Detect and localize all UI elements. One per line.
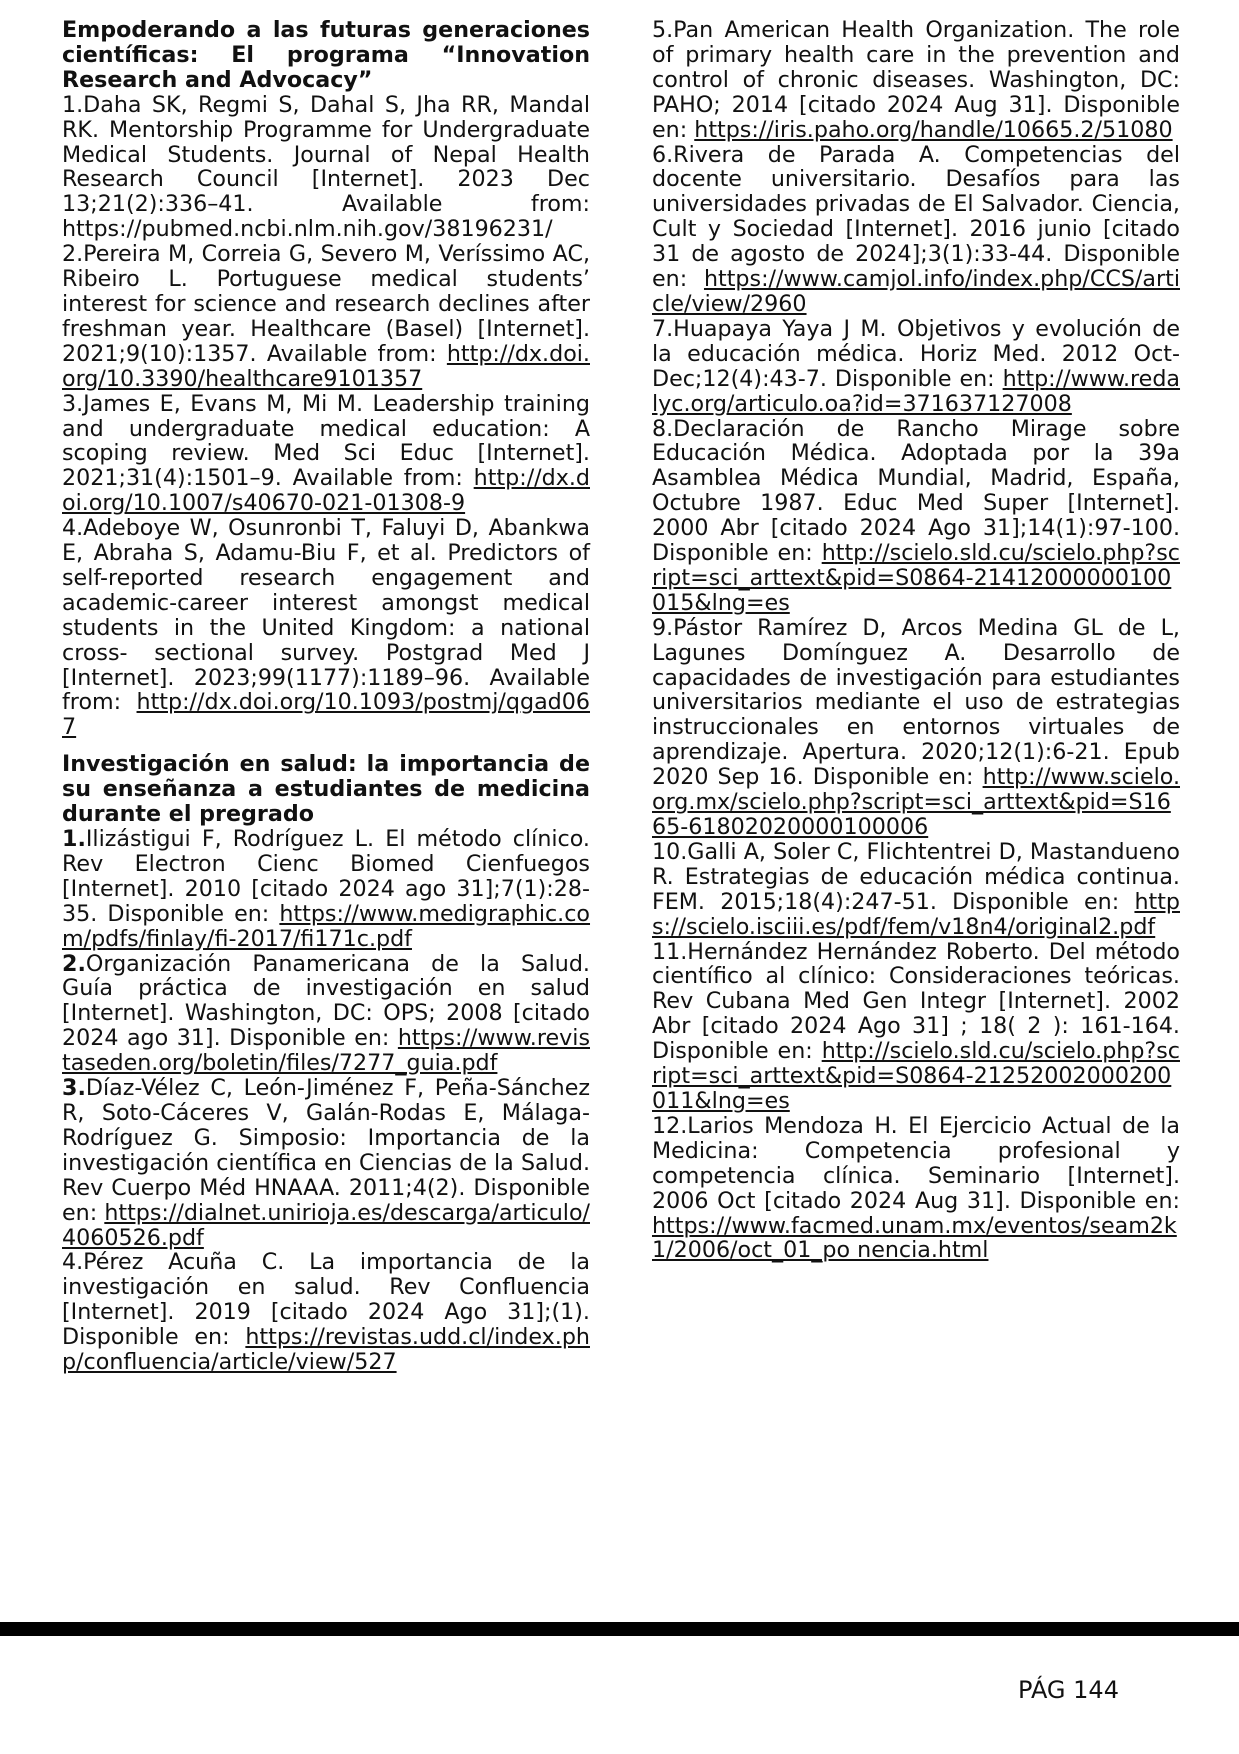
reference-number: 3. — [62, 390, 84, 417]
reference-number: 1. — [62, 91, 84, 118]
reference-text: Daha SK, Regmi S, Dahal S, Jha RR, Mandal RK. Mentorship Programme for Undergraduate Medical Students. Journal of Nepal Health Research Council [Internet]. 2023 Dec 13;21(2):336–41. Available from: https://pubmed.ncbi.nlm.nih.gov/38196231/ — [62, 91, 590, 243]
reference-link[interactable]: http://dx.doi.org/10.1007/s40670-021-01308-9 — [62, 465, 590, 517]
reference-text: Pan American Health Organization. The role of primary health care in the prevention and control of chronic diseases. Washington, DC: PAHO; 2014 [citado 2024 Aug 31]. Disponible en: — [652, 17, 1180, 143]
reference-link[interactable]: https://revistas.udd.cl/index.php/confluencia/article/view/527 — [62, 1324, 590, 1376]
reference-item — [652, 940, 1180, 1114]
section-title-investigacion: Investigación en salud: la importancia de su enseñanza a estudiantes de medicina durante el pregrado — [62, 751, 590, 828]
reference-text: Ilizástigui F, Rodríguez L. El método clínico. Rev Electron Cienc Biomed Cienfuegos [Internet]. 2010 [citado 2024 ago 31];7(1):28-35. Disponible en: — [62, 826, 590, 927]
right-column — [652, 18, 1180, 1263]
reference-item — [62, 952, 590, 1077]
reference-item — [652, 1114, 1180, 1263]
reference-link[interactable]: https://www.camjol.info/index.php/CCS/article/view/2960 — [652, 266, 1180, 317]
reference-number: 7. — [652, 315, 674, 342]
reference-text: Larios Mendoza H. El Ejercicio Actual de la Medicina: Competencia profesional y competencia clínica. Seminario [Internet]. 2006 Oct [citado 2024 Aug 31]. Disponible en: — [652, 1112, 1180, 1214]
reference-text: James E, Evans M, Mi M. Leadership training and undergraduate medical education: A scoping review. Med Sci Educ [Internet]. 2021;31(4):1501–9. Available from: — [62, 390, 590, 492]
reference-number: 2. — [62, 241, 84, 268]
reference-text: Rivera de Parada A. Competencias del docente universitario. Desafíos para las universidades privadas de El Salvador. Ciencia, Cult y Sociedad [Internet]. 2016 junio [citado 31 de agosto de 2024];3(1):33-44. Disponible en: — [652, 141, 1180, 293]
reference-item — [652, 143, 1180, 317]
reference-number: 12. — [652, 1112, 688, 1139]
reference-link[interactable]: http://dx.doi.org/10.3390/healthcare9101357 — [62, 340, 590, 392]
page-number: PÁG 144 — [1018, 1676, 1119, 1704]
left-column — [62, 18, 590, 1375]
reference-link[interactable]: http://scielo.sld.cu/scielo.php?script=sci_arttext&pid=S0864-21252002000200011&lng=es — [652, 1038, 1180, 1114]
reference-text: Díaz-Vélez C, León-Jiménez F, Peña-Sánchez R, Soto-Cáceres V, Galán-Rodas E, Málaga-Rodríguez G. Simposio: Importancia de la investigación científica en Ciencias de la Salud. Rev Cuerpo Méd HNAAA. 2011;4(2). Disponible en: — [62, 1075, 590, 1226]
reference-number: 10. — [652, 838, 688, 865]
reference-link[interactable]: https://iris.paho.org/handle/10665.2/51080 — [694, 116, 1173, 143]
reference-link[interactable]: https://www.medigraphic.com/pdfs/finlay/fi-2017/fi171c.pdf — [62, 900, 591, 952]
reference-number: 5. — [652, 17, 674, 43]
reference-link[interactable]: http://scielo.sld.cu/scielo.php?script=sci_arttext&pid=S0864-21412000000100015&lng=es — [652, 540, 1180, 616]
reference-item — [652, 840, 1180, 940]
reference-number: 11. — [652, 938, 688, 965]
reference-link[interactable]: http://dx.doi.org/10.1093/postmj/qgad067 — [62, 689, 590, 741]
reference-item — [62, 827, 590, 952]
reference-number: 6. — [652, 141, 674, 168]
reference-link[interactable]: https://www.facmed.unam.mx/eventos/seam2k1/2006/oct_01_po nencia.html — [652, 1212, 1177, 1264]
reference-text: Adeboye W, Osunronbi T, Faluyi D, Abankwa E, Abraha S, Adamu-Biu F, et al. Predictors of self-reported research engagement and academic-career interest amongst medical students in the United Kingdom: a national cross- sectional survey. Postgrad Med J [Internet]. 2023;99(1177):1189–96. Available from: — [62, 515, 590, 716]
reference-text: Huapaya Yaya J M. Objetivos y evolución de la educación médica. Horiz Med. 2012 Oct-Dec;12(4):43-7. Disponible en: — [652, 315, 1180, 392]
reference-text: Declaración de Rancho Mirage sobre Educación Médica. Adoptada por la 39a Asamblea Médica Mundial, Madrid, España, Octubre 1987. Educ Med Super [Internet]. 2000 Abr [citado 2024 Ago 31];14(1):97-100. Disponible en: — [652, 415, 1180, 567]
reference-text: Pereira M, Correia G, Severo M, Veríssimo AC, Ribeiro L. Portuguese medical students’ interest for science and research declines after freshman year. Healthcare (Basel) [Internet]. 2021;9(10):1357. Available from: — [62, 241, 590, 367]
reference-text: Pérez Acuña C. La importancia de la investigación en salud. Rev Confluencia [Internet]. 2019 [citado 2024 Ago 31];(1). Disponible en: — [62, 1249, 590, 1351]
reference-link[interactable]: https://www.revistaseden.org/boletin/files/7277_guia.pdf — [62, 1025, 590, 1077]
reference-link[interactable]: https://scielo.isciii.es/pdf/fem/v18n4/original2.pdf — [652, 888, 1180, 940]
reference-item — [62, 392, 590, 517]
reference-number: 2. — [62, 950, 86, 977]
reference-text: Pástor Ramírez D, Arcos Medina GL de L, Lagunes Domínguez A. Desarrollo de capacidades de investigación para estudiantes universitarios mediante el uso de estrategias instruccionales en entornos virtuales de aprendizaje. Apertura. 2020;12(1):6-21. Epub 2020 Sep 16. Disponible en: — [652, 614, 1180, 791]
reference-item — [62, 516, 590, 740]
reference-item — [62, 1076, 590, 1250]
reference-number: 1. — [62, 826, 86, 852]
reference-number: 4. — [62, 515, 84, 542]
reference-number: 3. — [62, 1075, 86, 1102]
reference-number: 4. — [62, 1249, 84, 1276]
reference-text: Hernández Hernández Roberto. Del método científico al clínico: Consideraciones teóricas. Rev Cubana Med Gen Integr [Internet]. 2002 Abr [citado 2024 Ago 31] ; 18( 2 ): 161-164. Disponible en: — [652, 938, 1180, 1065]
reference-item — [62, 242, 590, 391]
reference-text: Galli A, Soler C, Flichtentrei D, Mastandueno R. Estrategias de educación médica continua. FEM. 2015;18(4):247-51. Disponible en: — [652, 838, 1180, 915]
reference-number: 9. — [652, 614, 674, 641]
reference-link[interactable]: http://www.redalyc.org/articulo.oa?id=371637127008 — [652, 365, 1181, 417]
reference-link[interactable]: https://dialnet.unirioja.es/descarga/articulo/4060526.pdf — [62, 1199, 590, 1251]
reference-item — [62, 1250, 590, 1375]
reference-item — [62, 93, 590, 242]
reference-item — [652, 616, 1180, 840]
reference-number: 8. — [652, 415, 674, 442]
reference-item — [652, 317, 1180, 417]
reference-link[interactable]: http://www.scielo.org.mx/scielo.php?script=sci_arttext&pid=S1665-61802020000100006 — [652, 764, 1180, 840]
footer-divider-bar — [0, 1622, 1239, 1636]
reference-item — [652, 417, 1180, 616]
reference-item — [652, 18, 1180, 143]
section-title-empoderando: Empoderando a las futuras generaciones científicas: El programa “Innovation Research and Advocacy” — [62, 17, 590, 93]
reference-text: Organización Panamericana de la Salud. Guía práctica de investigación en salud [Internet]. Washington, DC: OPS; 2008 [citado 2024 ago 31]. Disponible en: — [62, 950, 590, 1052]
